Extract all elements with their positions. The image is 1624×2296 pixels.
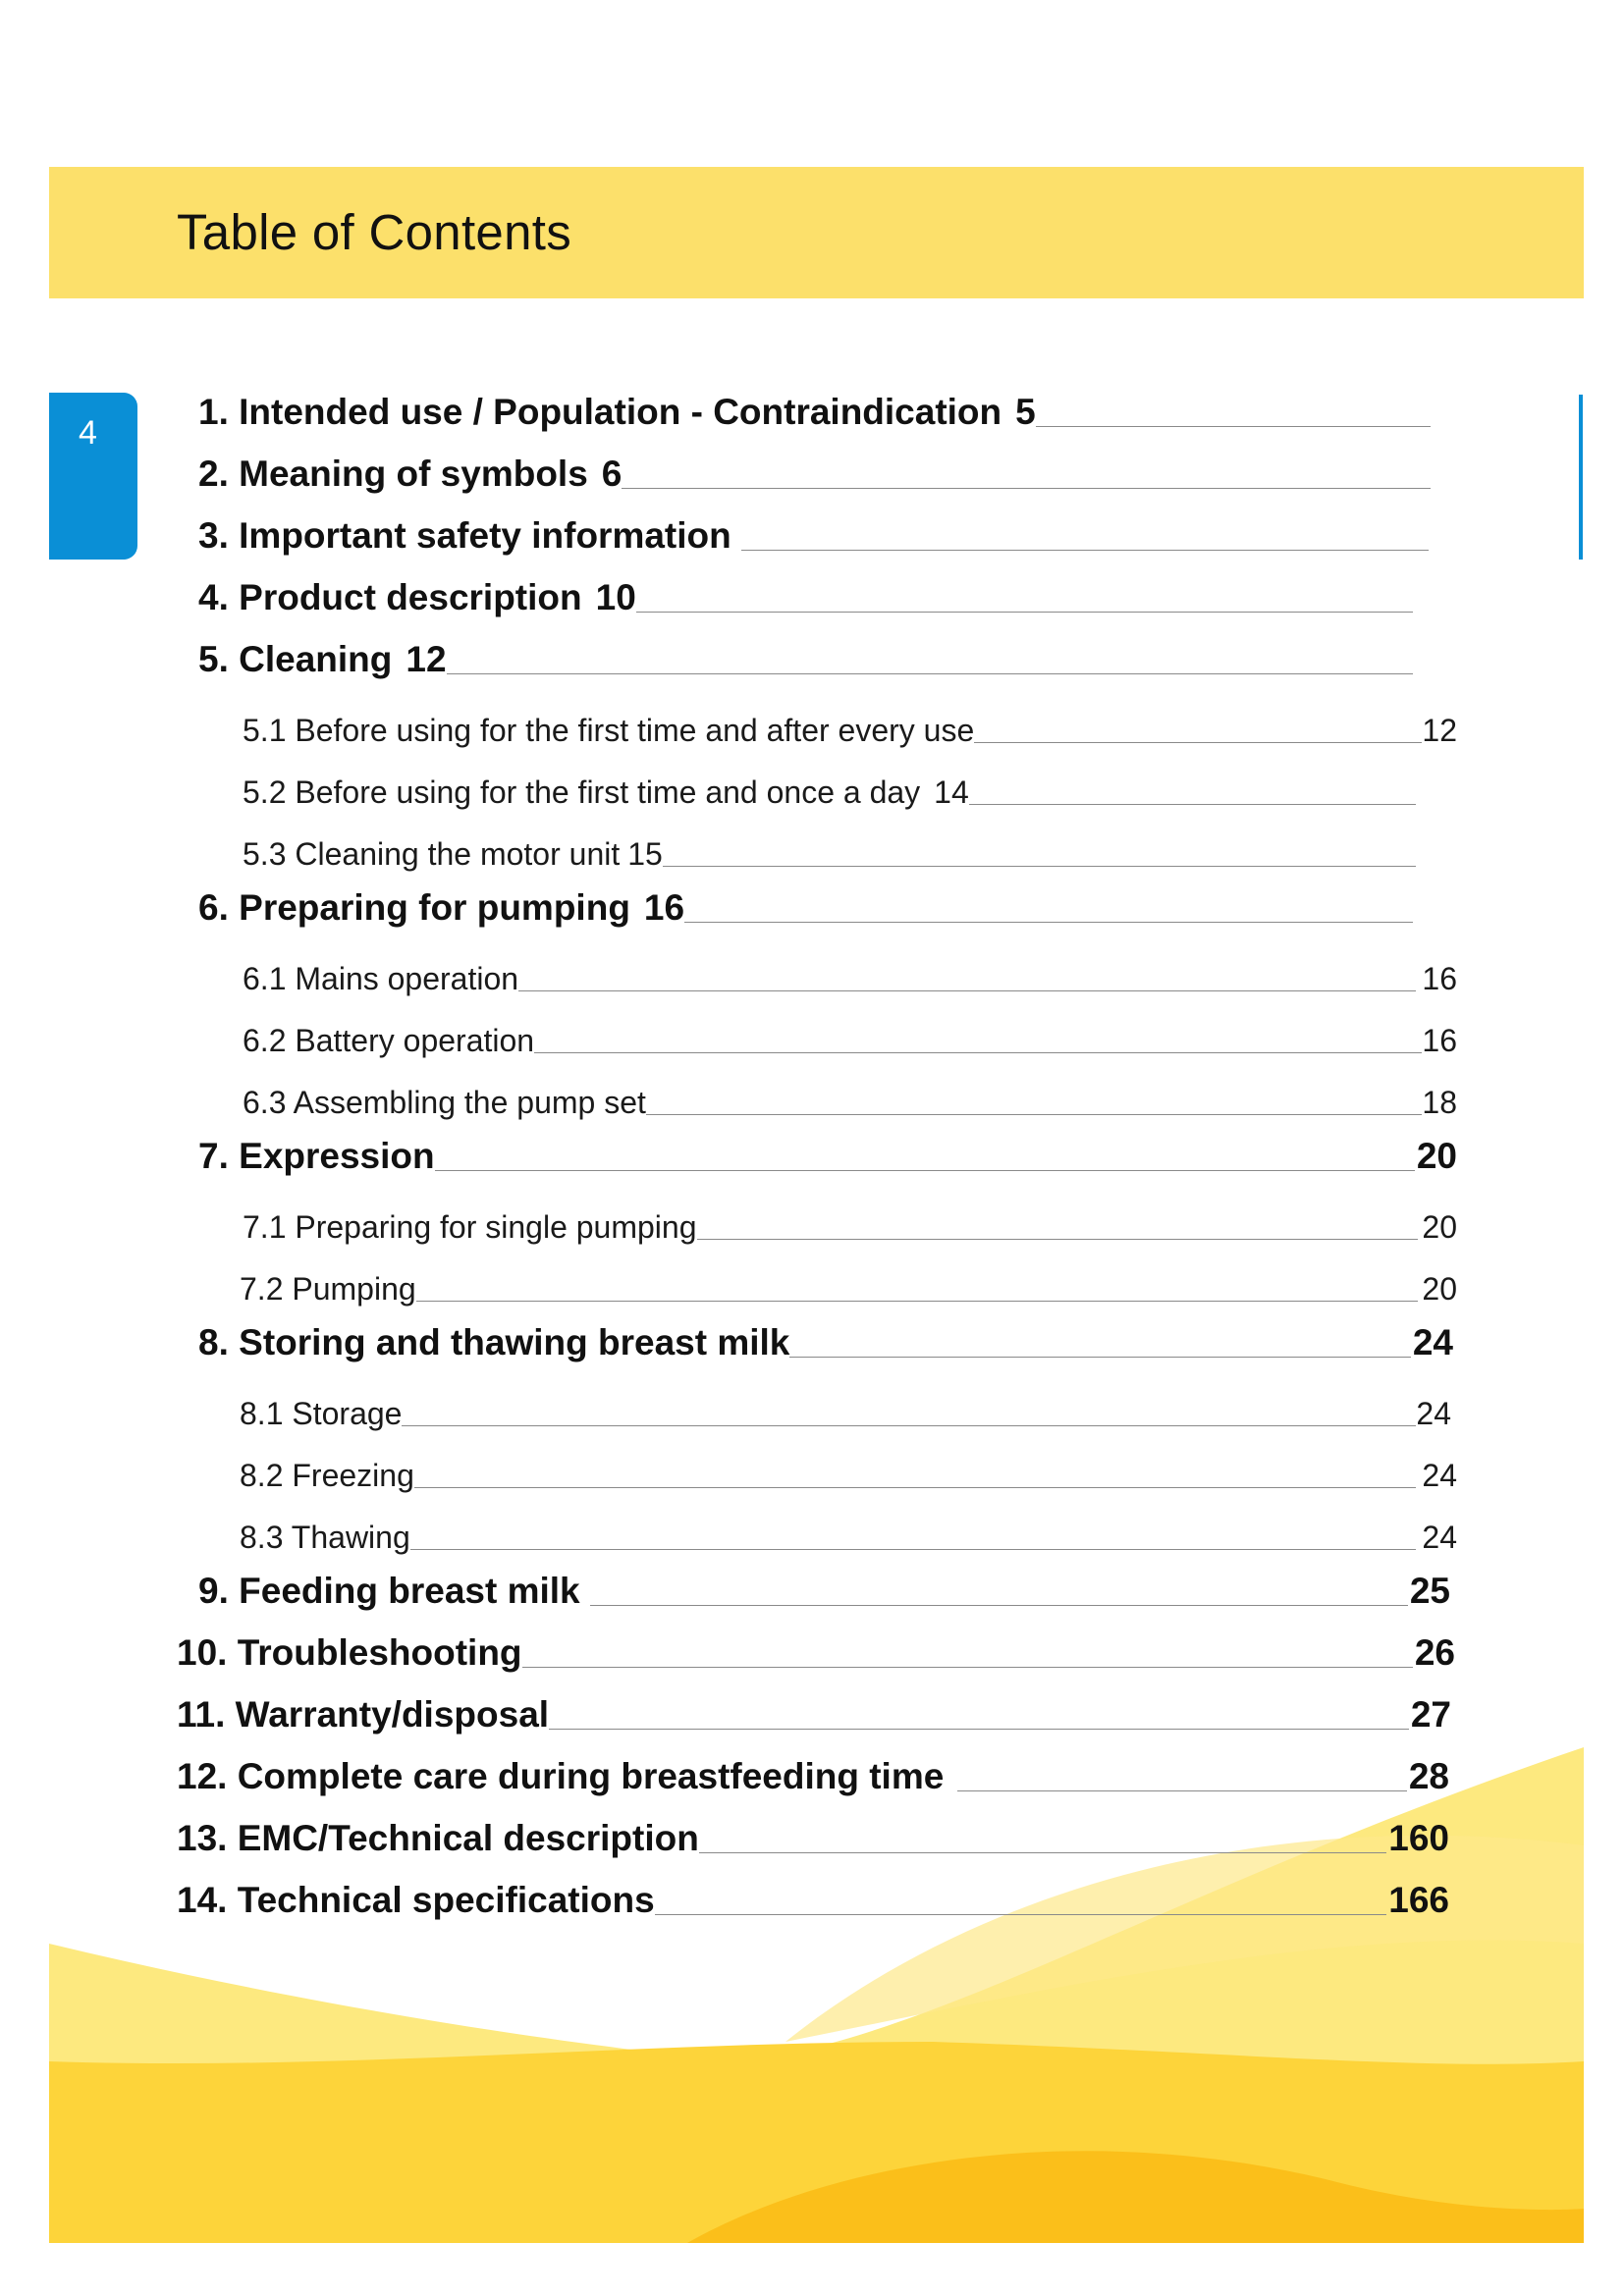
toc-entry-title: 1. Intended use / Population - Contraindication — [198, 392, 1002, 432]
toc-entry-11[interactable] — [177, 1681, 1451, 1735]
toc-entry-3[interactable] — [198, 502, 1431, 557]
toc-leader-line — [522, 1666, 1413, 1668]
toc-entry-8-3[interactable] — [240, 1501, 1457, 1556]
toc-leader-line — [402, 1424, 1416, 1426]
toc-entry-title: 10. Troubleshooting — [177, 1632, 522, 1673]
toc-leader-line — [518, 989, 1416, 991]
toc-entry-6-1[interactable] — [243, 942, 1457, 997]
toc-entry-title: 8.1 Storage — [240, 1396, 403, 1431]
toc-entry-page: 26 — [1414, 1632, 1455, 1673]
toc-entry-page: 18 — [1422, 1085, 1457, 1120]
toc-entry-title: 2. Meaning of symbols — [198, 454, 588, 494]
toc-entry-title: 8. Storing and thawing breast milk — [198, 1322, 790, 1362]
toc-entry-page: 12 — [406, 639, 447, 679]
toc-entry-page: 14 — [934, 774, 969, 810]
toc-entry-title: 6.2 Battery operation — [243, 1023, 535, 1058]
toc-leader-line — [655, 1913, 1387, 1915]
toc-entry-page: 25 — [1409, 1571, 1450, 1611]
toc-entry-2[interactable] — [198, 440, 1431, 495]
toc-entry-8-1[interactable] — [240, 1377, 1451, 1432]
page-title: Table of Contents — [177, 204, 572, 260]
toc-leader-line — [957, 1789, 1407, 1791]
toc-entry-title: 12. Complete care during breastfeeding time — [177, 1756, 945, 1796]
toc-entry-6-2[interactable] — [243, 1004, 1457, 1059]
toc-entry-5[interactable] — [198, 625, 1413, 680]
toc-entry-page: 5 — [1015, 392, 1036, 432]
toc-entry-page: 6 — [601, 454, 623, 494]
toc-leader-line — [416, 1300, 1419, 1302]
toc-entry-12[interactable] — [177, 1742, 1449, 1797]
toc-entry-page: 27 — [1410, 1694, 1451, 1735]
toc-entry-title: 9. Feeding breast milk — [198, 1571, 580, 1611]
toc-leader-line — [410, 1548, 1417, 1550]
toc-entry-title: 5.1 Before using for the first time and after every use — [243, 713, 975, 748]
toc-entry-6-3[interactable] — [243, 1066, 1457, 1121]
toc-leader-line — [414, 1486, 1417, 1488]
toc-entry-page: 15 — [627, 836, 663, 872]
toc-entry-title: 5.2 Before using for the first time and once a day — [243, 774, 921, 810]
toc-entry-9[interactable] — [198, 1557, 1450, 1612]
toc-entry-title: 4. Product description — [198, 577, 582, 617]
toc-leader-line — [435, 1169, 1415, 1171]
toc-entry-page: 16 — [643, 887, 685, 928]
toc-entry-page: 24 — [1416, 1396, 1451, 1431]
toc-entry-5-2[interactable] — [243, 756, 1416, 811]
toc-entry-title: 8.2 Freezing — [240, 1458, 414, 1493]
page-number-tab — [49, 393, 137, 560]
toc-leader-line — [636, 611, 1413, 613]
toc-entry-title: 8.3 Thawing — [240, 1520, 410, 1555]
toc-entry-14[interactable] — [177, 1866, 1449, 1921]
toc-entry-7-1[interactable] — [243, 1191, 1457, 1246]
toc-leader-line — [699, 1851, 1386, 1853]
toc-entry-title: 3. Important safety information — [198, 515, 731, 556]
toc-entry-title: 7.1 Preparing for single pumping — [243, 1209, 697, 1245]
toc-entry-page: 10 — [595, 577, 636, 617]
toc-entry-page: 24 — [1412, 1322, 1453, 1362]
toc-entry-page: 20 — [1416, 1136, 1457, 1176]
toc-entry-page: 160 — [1388, 1818, 1449, 1858]
toc-entry-page: 166 — [1388, 1880, 1449, 1920]
toc-entry-title: 6.1 Mains operation — [243, 961, 519, 996]
toc-leader-line — [447, 672, 1413, 674]
toc-entry-13[interactable] — [177, 1804, 1449, 1859]
toc-entry-8-2[interactable] — [240, 1439, 1457, 1494]
page-number: 4 — [79, 414, 97, 452]
toc-leader-line — [974, 741, 1422, 743]
toc-leader-line — [590, 1604, 1408, 1606]
toc-entry-7[interactable] — [198, 1122, 1457, 1177]
toc-entry-5-3[interactable] — [243, 818, 1416, 873]
toc-entry-6[interactable] — [198, 874, 1413, 929]
toc-entry-title: 5. Cleaning — [198, 639, 393, 679]
toc-entry-title: 14. Technical specifications — [177, 1880, 655, 1920]
toc-entry-1[interactable] — [198, 378, 1431, 433]
toc-entry-title: 11. Warranty/disposal — [177, 1694, 550, 1735]
toc-entry-title: 6. Preparing for pumping — [198, 887, 630, 928]
toc-entry-title: 5.3 Cleaning the motor unit — [243, 836, 621, 872]
toc-entry-page: 24 — [1422, 1520, 1457, 1555]
toc-entry-4[interactable] — [198, 563, 1413, 618]
toc-entry-page: 16 — [1422, 1023, 1457, 1058]
toc-entry-10[interactable] — [177, 1619, 1455, 1674]
toc-entry-title: 7. Expression — [198, 1136, 435, 1176]
toc-leader-line — [549, 1728, 1409, 1730]
toc-leader-line — [741, 549, 1429, 551]
margin-rule — [1579, 395, 1583, 560]
toc-leader-line — [534, 1051, 1422, 1053]
toc-entry-title: 6.3 Assembling the pump set — [243, 1085, 646, 1120]
toc-leader-line — [663, 865, 1416, 867]
toc-entry-page: 16 — [1422, 961, 1457, 996]
toc-leader-line — [697, 1238, 1419, 1240]
toc-entry-5-1[interactable] — [243, 694, 1457, 749]
toc-leader-line — [969, 803, 1416, 805]
toc-entry-page: 20 — [1422, 1209, 1457, 1245]
toc-leader-line — [789, 1356, 1410, 1358]
toc-leader-line — [1036, 425, 1431, 427]
toc-entry-page: 12 — [1422, 713, 1457, 748]
toc-entry-title: 13. EMC/Technical description — [177, 1818, 699, 1858]
toc-entry-8[interactable] — [198, 1308, 1453, 1363]
toc-entry-title: 7.2 Pumping — [240, 1271, 416, 1307]
toc-leader-line — [622, 487, 1431, 489]
toc-leader-line — [646, 1113, 1423, 1115]
toc-entry-page: 28 — [1408, 1756, 1449, 1796]
toc-leader-line — [684, 921, 1413, 923]
toc-entry-7-2[interactable] — [240, 1253, 1457, 1308]
toc-entry-page: 20 — [1422, 1271, 1457, 1307]
toc-entry-page: 24 — [1422, 1458, 1457, 1493]
